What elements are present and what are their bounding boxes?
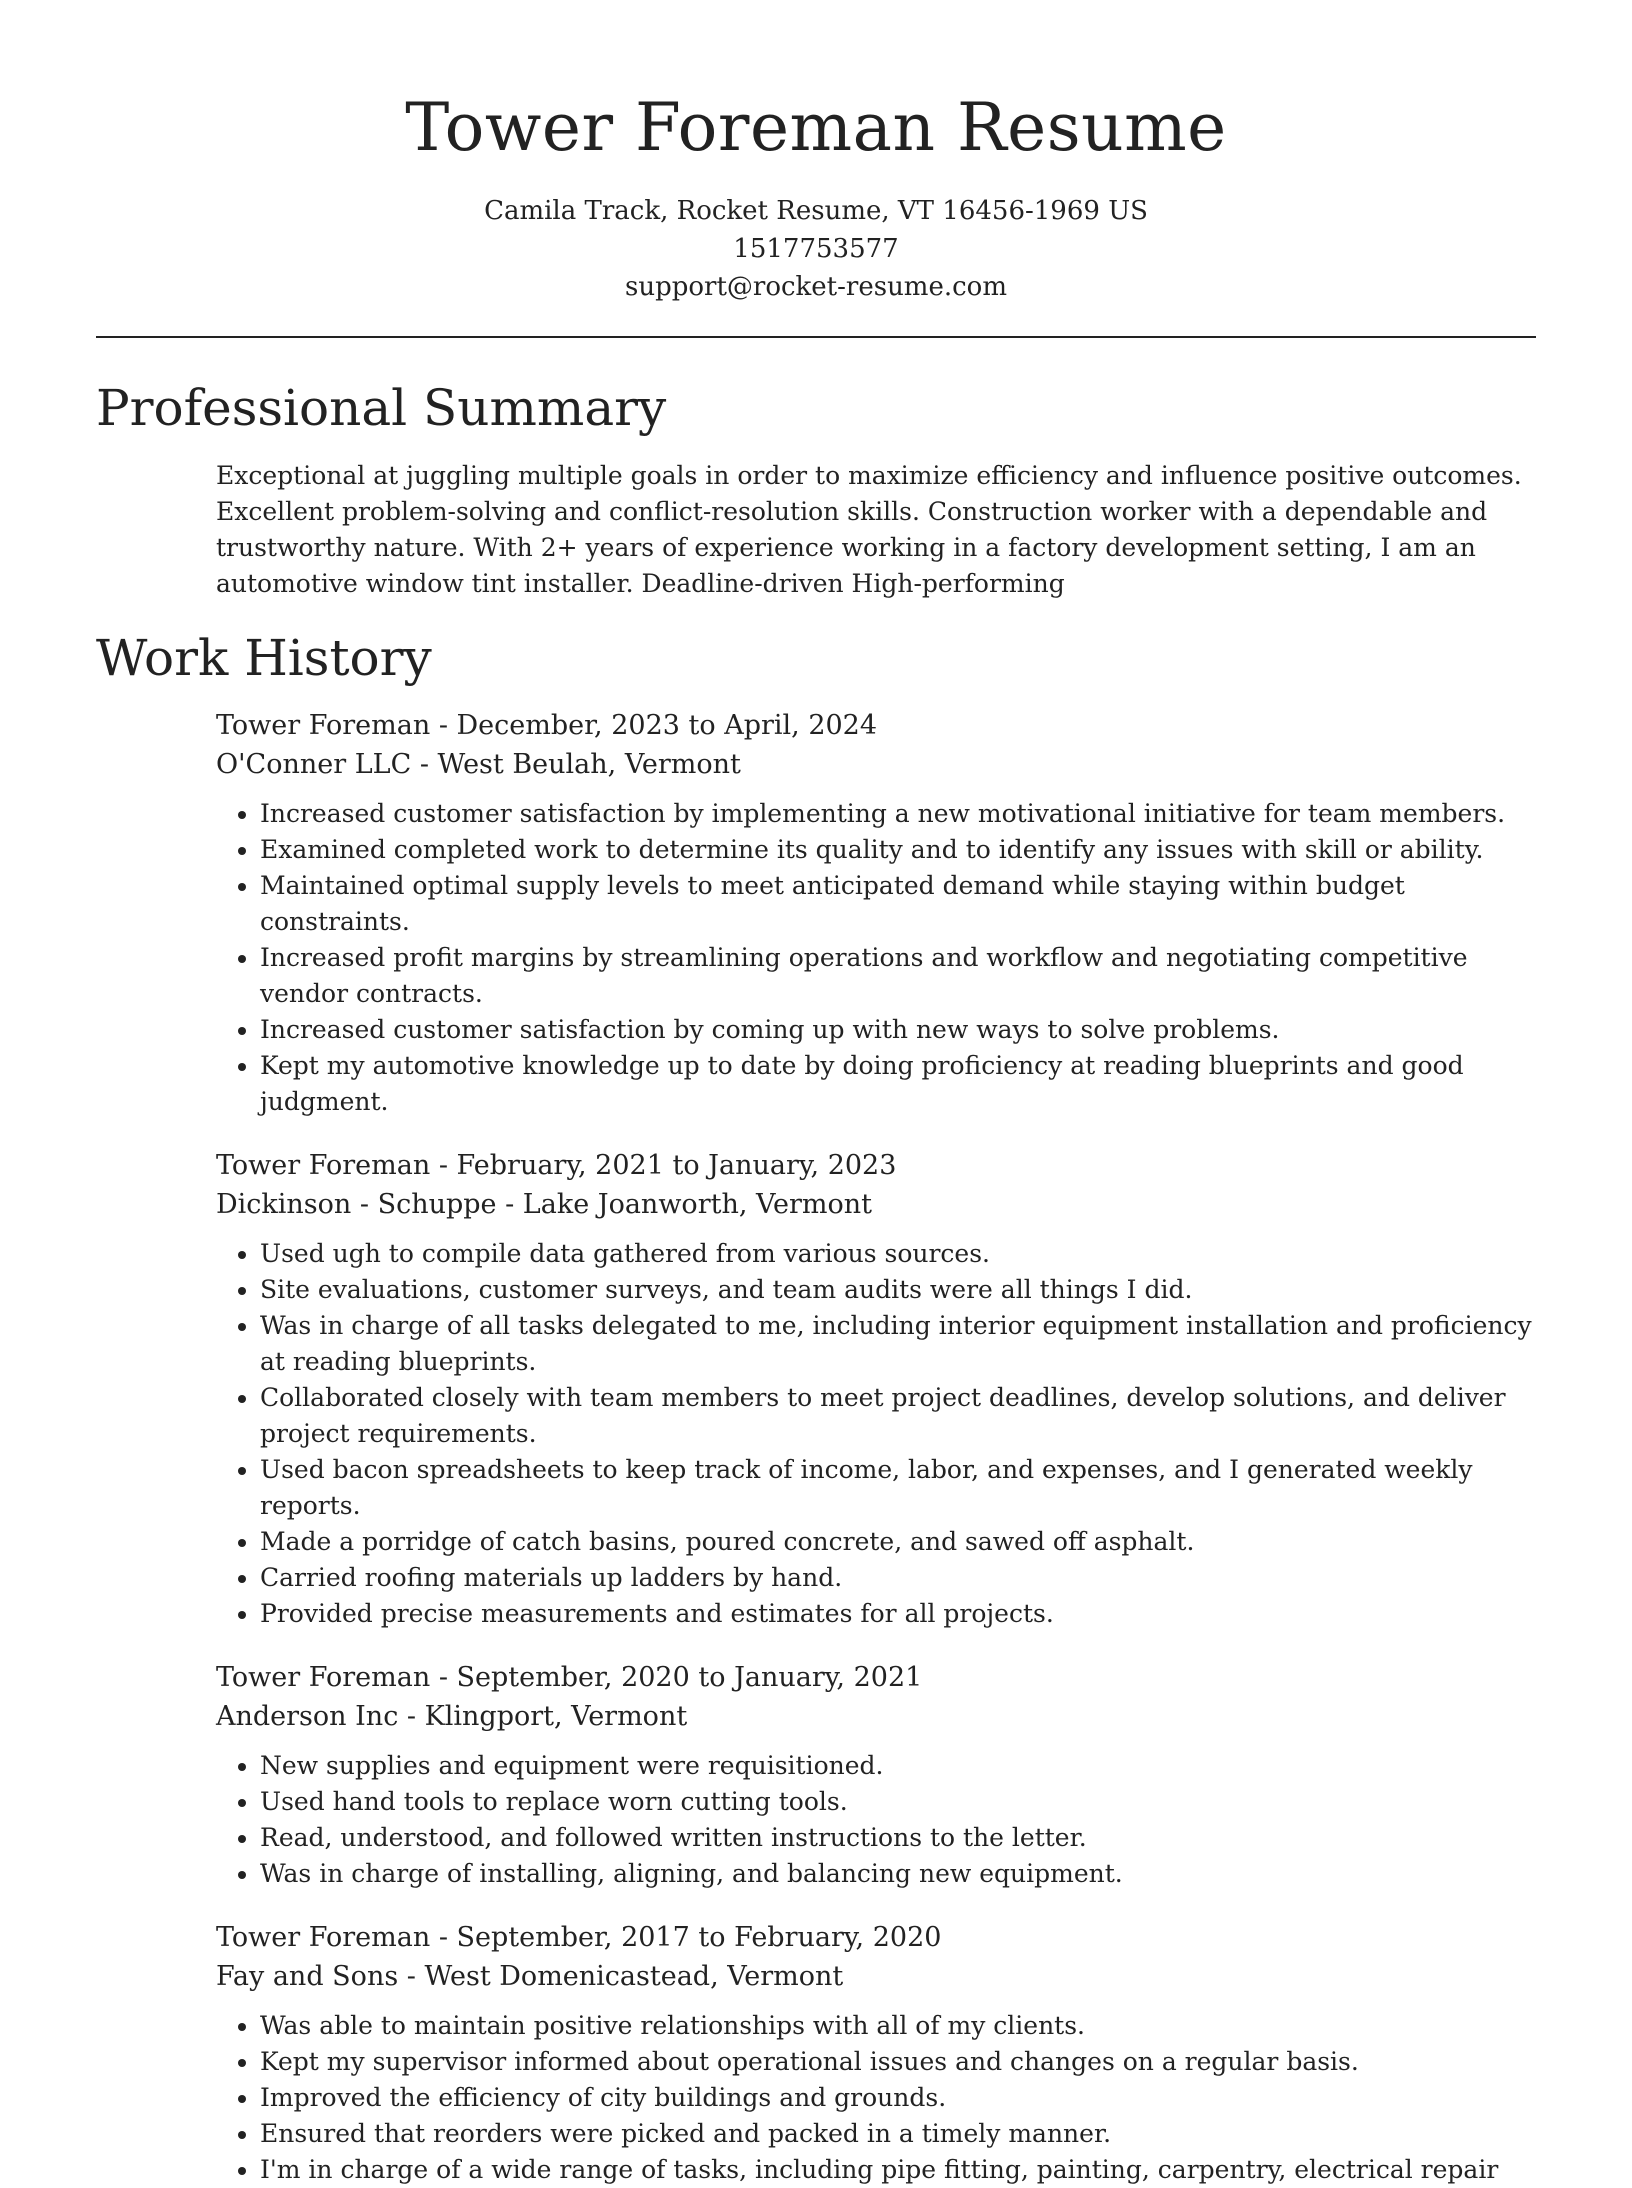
contact-email: support@rocket-resume.com: [624, 272, 1007, 302]
job-bullet: • Was in charge of installing, aligning, and balancing new equipment.: [260, 1856, 1536, 1892]
job-bullet: • Increased profit margins by streamlining operations and workflow and negotiating competitive vendor contracts.: [260, 940, 1536, 1012]
job-title-line: Tower Foreman - December, 2023 to April, 2024: [216, 710, 878, 741]
job-bullet-list: [216, 1748, 1536, 1892]
job-bullet: • Made a porridge of catch basins, poured concrete, and sawed off asphalt.: [260, 1524, 1536, 1560]
job-company-line: O'Conner LLC - West Beulah, Vermont: [216, 749, 741, 780]
job-bullet: • Provided precise measurements and estimates for all projects.: [260, 1596, 1536, 1632]
job-entry: [216, 1918, 1536, 2188]
job-bullet: • Increased customer satisfaction by implementing a new motivational initiative for team members.: [260, 796, 1536, 832]
contact-address: Camila Track, Rocket Resume, VT 16456-1969 US: [484, 196, 1148, 226]
summary-text: Exceptional at juggling multiple goals in order to maximize efficiency and influence positive outcomes. Excellent problem-solving and conflict-resolution skills. Construction worker with a dependable and trustworthy nature. With 2+ years of experience working in a factory development setting, I am an automotive window tint installer. Deadline-driven High-performing: [216, 461, 1522, 598]
job-bullet: • Ensured that reorders were picked and packed in a timely manner.: [260, 2116, 1536, 2152]
contact-block: [96, 192, 1536, 306]
job-title-line: Tower Foreman - September, 2017 to February, 2020: [216, 1922, 942, 1953]
job-bullet: • Read, understood, and followed written instructions to the letter.: [260, 1820, 1536, 1856]
job-bullet: • Increased customer satisfaction by coming up with new ways to solve problems.: [260, 1012, 1536, 1048]
job-bullet: • Kept my supervisor informed about operational issues and changes on a regular basis.: [260, 2044, 1536, 2080]
resume-title: Tower Foreman Resume: [405, 89, 1227, 166]
job-bullet: • Was in charge of all tasks delegated to me, including interior equipment installation and proficiency at reading blueprints.: [260, 1308, 1536, 1380]
job-bullet-list: [216, 2008, 1536, 2188]
job-bullet: • Was able to maintain positive relationships with all of my clients.: [260, 2008, 1536, 2044]
job-bullet: • Used bacon spreadsheets to keep track of income, labor, and expenses, and I generated weekly reports.: [260, 1452, 1536, 1524]
resume-header: [96, 0, 1536, 306]
work-history-heading: Work History: [96, 629, 432, 687]
job-bullet: • Maintained optimal supply levels to meet anticipated demand while staying within budget constraints.: [260, 868, 1536, 940]
job-bullet: • I'm in charge of a wide range of tasks, including pipe fitting, painting, carpentry, electrical repair: [260, 2152, 1536, 2188]
summary-section: [96, 376, 1536, 602]
job-title-line: Tower Foreman - September, 2020 to January, 2021: [216, 1662, 923, 1693]
job-entry: [216, 706, 1536, 1120]
job-bullet: • Examined completed work to determine its quality and to identify any issues with skill or ability.: [260, 832, 1536, 868]
job-entry: [216, 1658, 1536, 1892]
job-bullet: • Improved the efficiency of city buildings and grounds.: [260, 2080, 1536, 2116]
job-title-line: Tower Foreman - February, 2021 to January, 2023: [216, 1150, 897, 1181]
job-company-line: Fay and Sons - West Domenicastead, Vermont: [216, 1961, 844, 1992]
job-bullet: • Collaborated closely with team members to meet project deadlines, develop solutions, and deliver project requirements.: [260, 1380, 1536, 1452]
job-entry: [216, 1146, 1536, 1632]
contact-phone: 1517753577: [733, 234, 899, 264]
resume-page: [96, 0, 1536, 2188]
job-bullet: • New supplies and equipment were requisitioned.: [260, 1748, 1536, 1784]
job-bullet: • Carried roofing materials up ladders by hand.: [260, 1560, 1536, 1596]
job-bullet-list: [216, 1236, 1536, 1632]
job-company-line: Dickinson - Schuppe - Lake Joanworth, Vermont: [216, 1189, 873, 1220]
job-bullet: • Kept my automotive knowledge up to date by doing proficiency at reading blueprints and good judgment.: [260, 1048, 1536, 1120]
summary-heading: Professional Summary: [96, 379, 667, 437]
header-divider: [96, 336, 1536, 338]
job-bullet-list: [216, 796, 1536, 1120]
job-bullet: • Site evaluations, customer surveys, and team audits were all things I did.: [260, 1272, 1536, 1308]
job-bullet: • Used ugh to compile data gathered from various sources.: [260, 1236, 1536, 1272]
job-company-line: Anderson Inc - Klingport, Vermont: [216, 1701, 688, 1732]
job-bullet: • Used hand tools to replace worn cutting tools.: [260, 1784, 1536, 1820]
work-history-section: [96, 626, 1536, 2188]
